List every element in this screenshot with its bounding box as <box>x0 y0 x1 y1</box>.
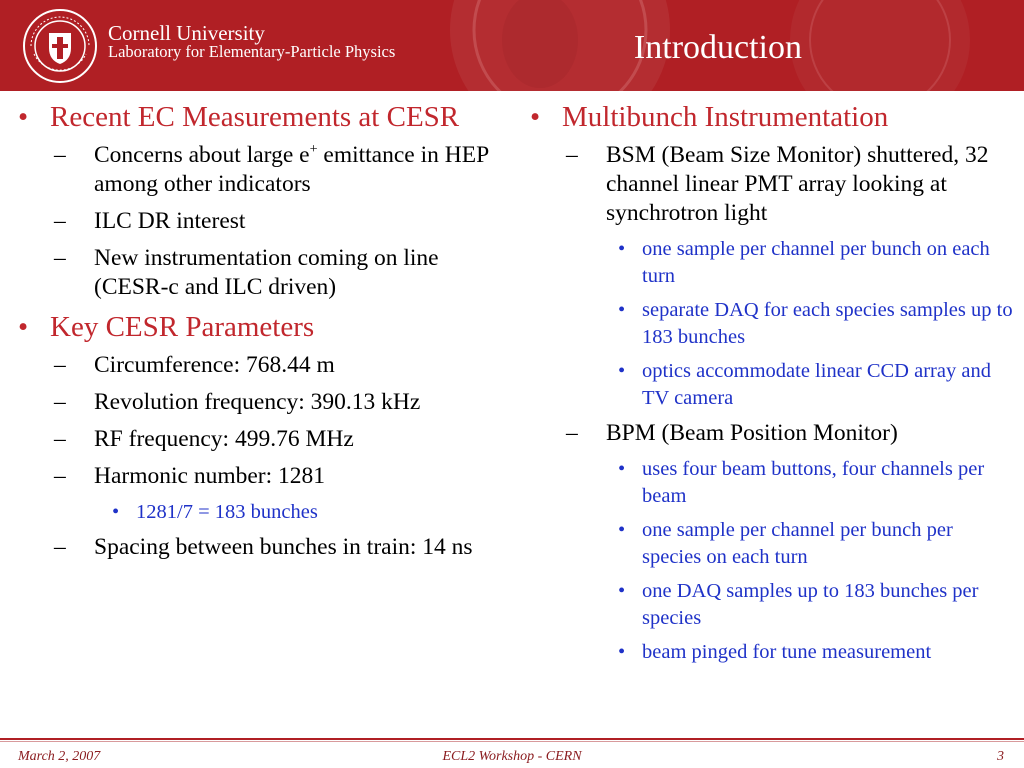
header-banner <box>0 0 1024 91</box>
sub-bullet-ilc-dr <box>54 207 498 236</box>
footer-date: March 2, 2007 <box>18 749 101 764</box>
sub-bullet-circumference <box>54 351 498 380</box>
bullet-marker: • <box>618 299 626 321</box>
bullet-marker: • <box>618 641 626 663</box>
slide-title: Introduction <box>633 29 802 66</box>
sub-bullet-bsm <box>566 141 1014 228</box>
sub-bullet-new-instrumentation <box>54 244 498 302</box>
dash-marker: – <box>54 389 66 415</box>
right-column <box>530 100 1014 673</box>
bullet-marker: • <box>112 501 120 523</box>
sub-sub-bullet-text: one sample per channel per bunch per species on each turn <box>642 519 953 568</box>
footer-page-number: 3 <box>997 749 1004 764</box>
dash-marker: – <box>54 245 66 271</box>
org-subtitle: Laboratory for Elementary-Particle Physics <box>108 42 396 61</box>
sub-sub-bullet-bunches <box>112 499 498 526</box>
bullet-marker: • <box>618 519 626 541</box>
sub-sub-bullet-text: 1281/7 = 183 bunches <box>136 501 318 523</box>
sub-sub-bullet-text: beam pinged for tune measurement <box>642 641 932 663</box>
bullet-text: Key CESR Parameters <box>50 311 315 343</box>
footer-divider-shadow <box>0 741 1024 742</box>
bullet-marker: • <box>618 360 626 382</box>
sub-sub-bullet-bpm-sample <box>618 517 1014 571</box>
bullet-marker: • <box>530 101 541 133</box>
dash-marker: – <box>54 352 66 378</box>
sub-bullet-bpm <box>566 419 1014 448</box>
footer-divider <box>0 738 1024 740</box>
sub-sub-bullet-bpm-daq <box>618 578 1014 632</box>
sub-sub-bullet-text: optics accommodate linear CCD array and TV camera <box>642 360 991 409</box>
sub-sub-bullet-text: uses four beam buttons, four channels per beam <box>642 458 985 507</box>
footer-event: ECL2 Workshop - CERN <box>442 749 582 764</box>
sub-bullet-text: ILC DR interest <box>94 208 246 234</box>
sub-sub-bullet-bsm-optics <box>618 358 1014 412</box>
bullet-text: Multibunch Instrumentation <box>562 101 889 133</box>
sub-sub-bullet-bsm-sample <box>618 236 1014 290</box>
dash-marker: – <box>566 420 578 446</box>
sub-bullet-text: RF frequency: 499.76 MHz <box>94 426 354 452</box>
bullet-text: Recent EC Measurements at CESR <box>50 101 460 133</box>
sub-bullet-spacing <box>54 533 498 562</box>
sub-bullet-text: Harmonic number: 1281 <box>94 463 326 489</box>
bullet-marker: • <box>18 311 29 343</box>
left-column <box>18 100 498 570</box>
dash-marker: – <box>54 534 66 560</box>
sub-bullet-text: Revolution frequency: 390.13 kHz <box>94 389 421 415</box>
sub-bullet-text-pre: Concerns about large e <box>94 142 310 168</box>
sub-sub-bullet-bpm-tune <box>618 639 1014 666</box>
sub-bullet-rf-frequency <box>54 425 498 454</box>
sub-bullet-concerns <box>54 141 498 199</box>
bullet-marker: • <box>618 458 626 480</box>
dash-marker: – <box>54 426 66 452</box>
sub-sub-bullet-text: one DAQ samples up to 183 bunches per species <box>642 580 979 629</box>
dash-marker: – <box>54 463 66 489</box>
sub-sub-bullet-text: one sample per channel per bunch on each turn <box>642 238 990 287</box>
sub-bullet-text: New instrumentation coming on line (CESR-c and ILC driven) <box>94 245 439 300</box>
bullet-recent-ec-measurements <box>18 100 498 135</box>
bullet-multibunch-instrumentation <box>530 100 1014 135</box>
superscript-plus: + <box>309 141 318 158</box>
sub-bullet-text: Circumference: 768.44 m <box>94 352 335 378</box>
dash-marker: – <box>566 142 578 168</box>
sub-bullet-text: BSM (Beam Size Monitor) shuttered, 32 channel linear PMT array looking at synchrotron light <box>606 142 989 226</box>
org-name: Cornell University <box>108 21 265 45</box>
sub-sub-bullet-bsm-daq <box>618 297 1014 351</box>
bullet-marker: • <box>618 580 626 602</box>
sub-sub-bullet-bpm-buttons <box>618 456 1014 510</box>
sub-sub-bullet-text: separate DAQ for each species samples up to 183 bunches <box>642 299 1013 348</box>
bullet-marker: • <box>618 238 626 260</box>
dash-marker: – <box>54 208 66 234</box>
sub-bullet-text-post: emittance in HEP among other indicators <box>94 142 489 197</box>
dash-marker: – <box>54 142 66 168</box>
cornell-seal-logo <box>22 8 98 84</box>
sub-bullet-text: Spacing between bunches in train: 14 ns <box>94 534 473 560</box>
sub-bullet-text: BPM (Beam Position Monitor) <box>606 420 898 446</box>
bullet-key-cesr-parameters <box>18 310 498 345</box>
bullet-marker: • <box>18 101 29 133</box>
sub-bullet-revolution-frequency <box>54 388 498 417</box>
sub-bullet-harmonic-number <box>54 462 498 491</box>
